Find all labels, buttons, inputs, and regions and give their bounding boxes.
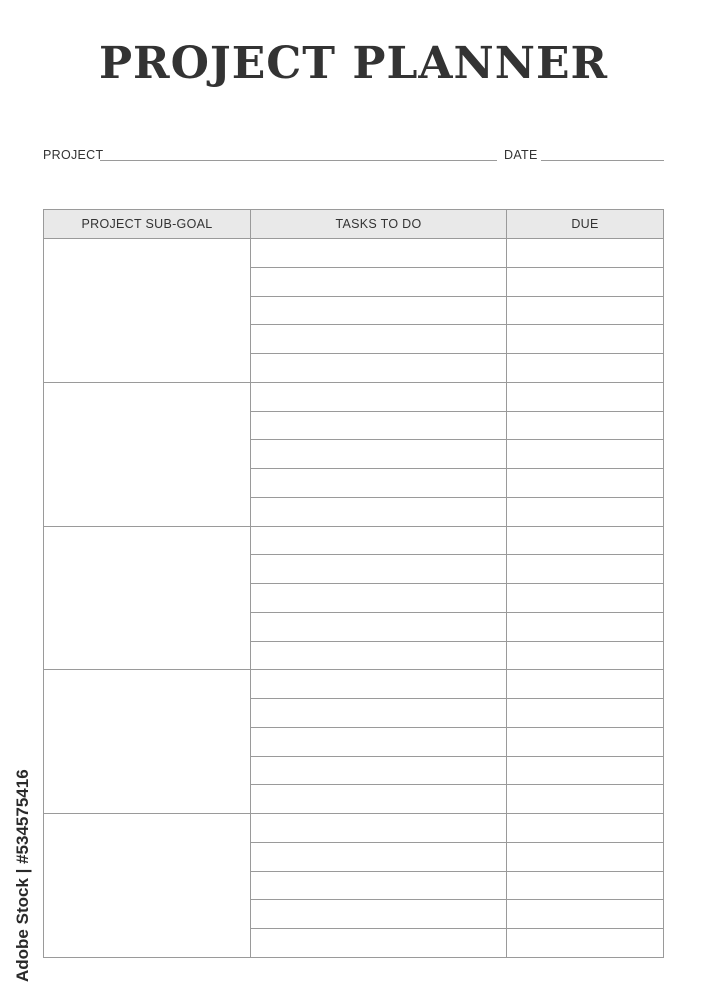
task-cell[interactable] (251, 584, 507, 613)
due-cell[interactable] (507, 497, 664, 526)
due-cell[interactable] (507, 699, 664, 728)
table-row (44, 382, 664, 411)
watermark-text: Adobe Stock | #534575416 (13, 769, 32, 982)
task-cell[interactable] (251, 555, 507, 584)
task-cell[interactable] (251, 929, 507, 958)
sub-goal-cell[interactable] (44, 814, 251, 958)
task-cell[interactable] (251, 469, 507, 498)
task-cell[interactable] (251, 756, 507, 785)
task-cell[interactable] (251, 842, 507, 871)
task-cell[interactable] (251, 296, 507, 325)
task-cell[interactable] (251, 239, 507, 268)
task-cell[interactable] (251, 727, 507, 756)
task-cell[interactable] (251, 699, 507, 728)
due-cell[interactable] (507, 641, 664, 670)
due-cell[interactable] (507, 900, 664, 929)
stock-watermark (10, 762, 36, 982)
sub-goal-cell[interactable] (44, 382, 251, 526)
task-cell[interactable] (251, 871, 507, 900)
due-cell[interactable] (507, 612, 664, 641)
sub-goal-cell[interactable] (44, 239, 251, 383)
header-tasks: TASKS TO DO (251, 210, 507, 239)
table-header-row (44, 210, 664, 239)
due-cell[interactable] (507, 584, 664, 613)
due-cell[interactable] (507, 239, 664, 268)
due-cell[interactable] (507, 526, 664, 555)
due-cell[interactable] (507, 382, 664, 411)
due-cell[interactable] (507, 469, 664, 498)
table-row (44, 526, 664, 555)
task-cell[interactable] (251, 411, 507, 440)
table-row (44, 814, 664, 843)
due-cell[interactable] (507, 555, 664, 584)
project-name-line[interactable] (100, 160, 497, 161)
task-cell[interactable] (251, 354, 507, 383)
task-cell[interactable] (251, 267, 507, 296)
planner-table (43, 209, 664, 958)
due-cell[interactable] (507, 842, 664, 871)
due-cell[interactable] (507, 325, 664, 354)
task-cell[interactable] (251, 382, 507, 411)
table-row (44, 670, 664, 699)
due-cell[interactable] (507, 814, 664, 843)
due-cell[interactable] (507, 354, 664, 383)
task-cell[interactable] (251, 670, 507, 699)
due-cell[interactable] (507, 296, 664, 325)
project-label: PROJECT (43, 148, 104, 162)
due-cell[interactable] (507, 411, 664, 440)
task-cell[interactable] (251, 497, 507, 526)
task-cell[interactable] (251, 814, 507, 843)
page-title: PROJECT PLANNER (98, 38, 609, 89)
table-row (44, 239, 664, 268)
due-cell[interactable] (507, 929, 664, 958)
project-info-row (43, 146, 664, 164)
due-cell[interactable] (507, 670, 664, 699)
due-cell[interactable] (507, 267, 664, 296)
task-cell[interactable] (251, 641, 507, 670)
sub-goal-cell[interactable] (44, 526, 251, 670)
task-cell[interactable] (251, 785, 507, 814)
sub-goal-cell[interactable] (44, 670, 251, 814)
date-label: DATE (504, 148, 538, 162)
header-due: DUE (507, 210, 664, 239)
due-cell[interactable] (507, 727, 664, 756)
task-cell[interactable] (251, 900, 507, 929)
task-cell[interactable] (251, 440, 507, 469)
task-cell[interactable] (251, 612, 507, 641)
due-cell[interactable] (507, 756, 664, 785)
date-line[interactable] (541, 160, 664, 161)
planner-body (44, 239, 664, 958)
task-cell[interactable] (251, 325, 507, 354)
task-cell[interactable] (251, 526, 507, 555)
due-cell[interactable] (507, 785, 664, 814)
header-sub-goal: PROJECT SUB-GOAL (44, 210, 251, 239)
due-cell[interactable] (507, 440, 664, 469)
due-cell[interactable] (507, 871, 664, 900)
